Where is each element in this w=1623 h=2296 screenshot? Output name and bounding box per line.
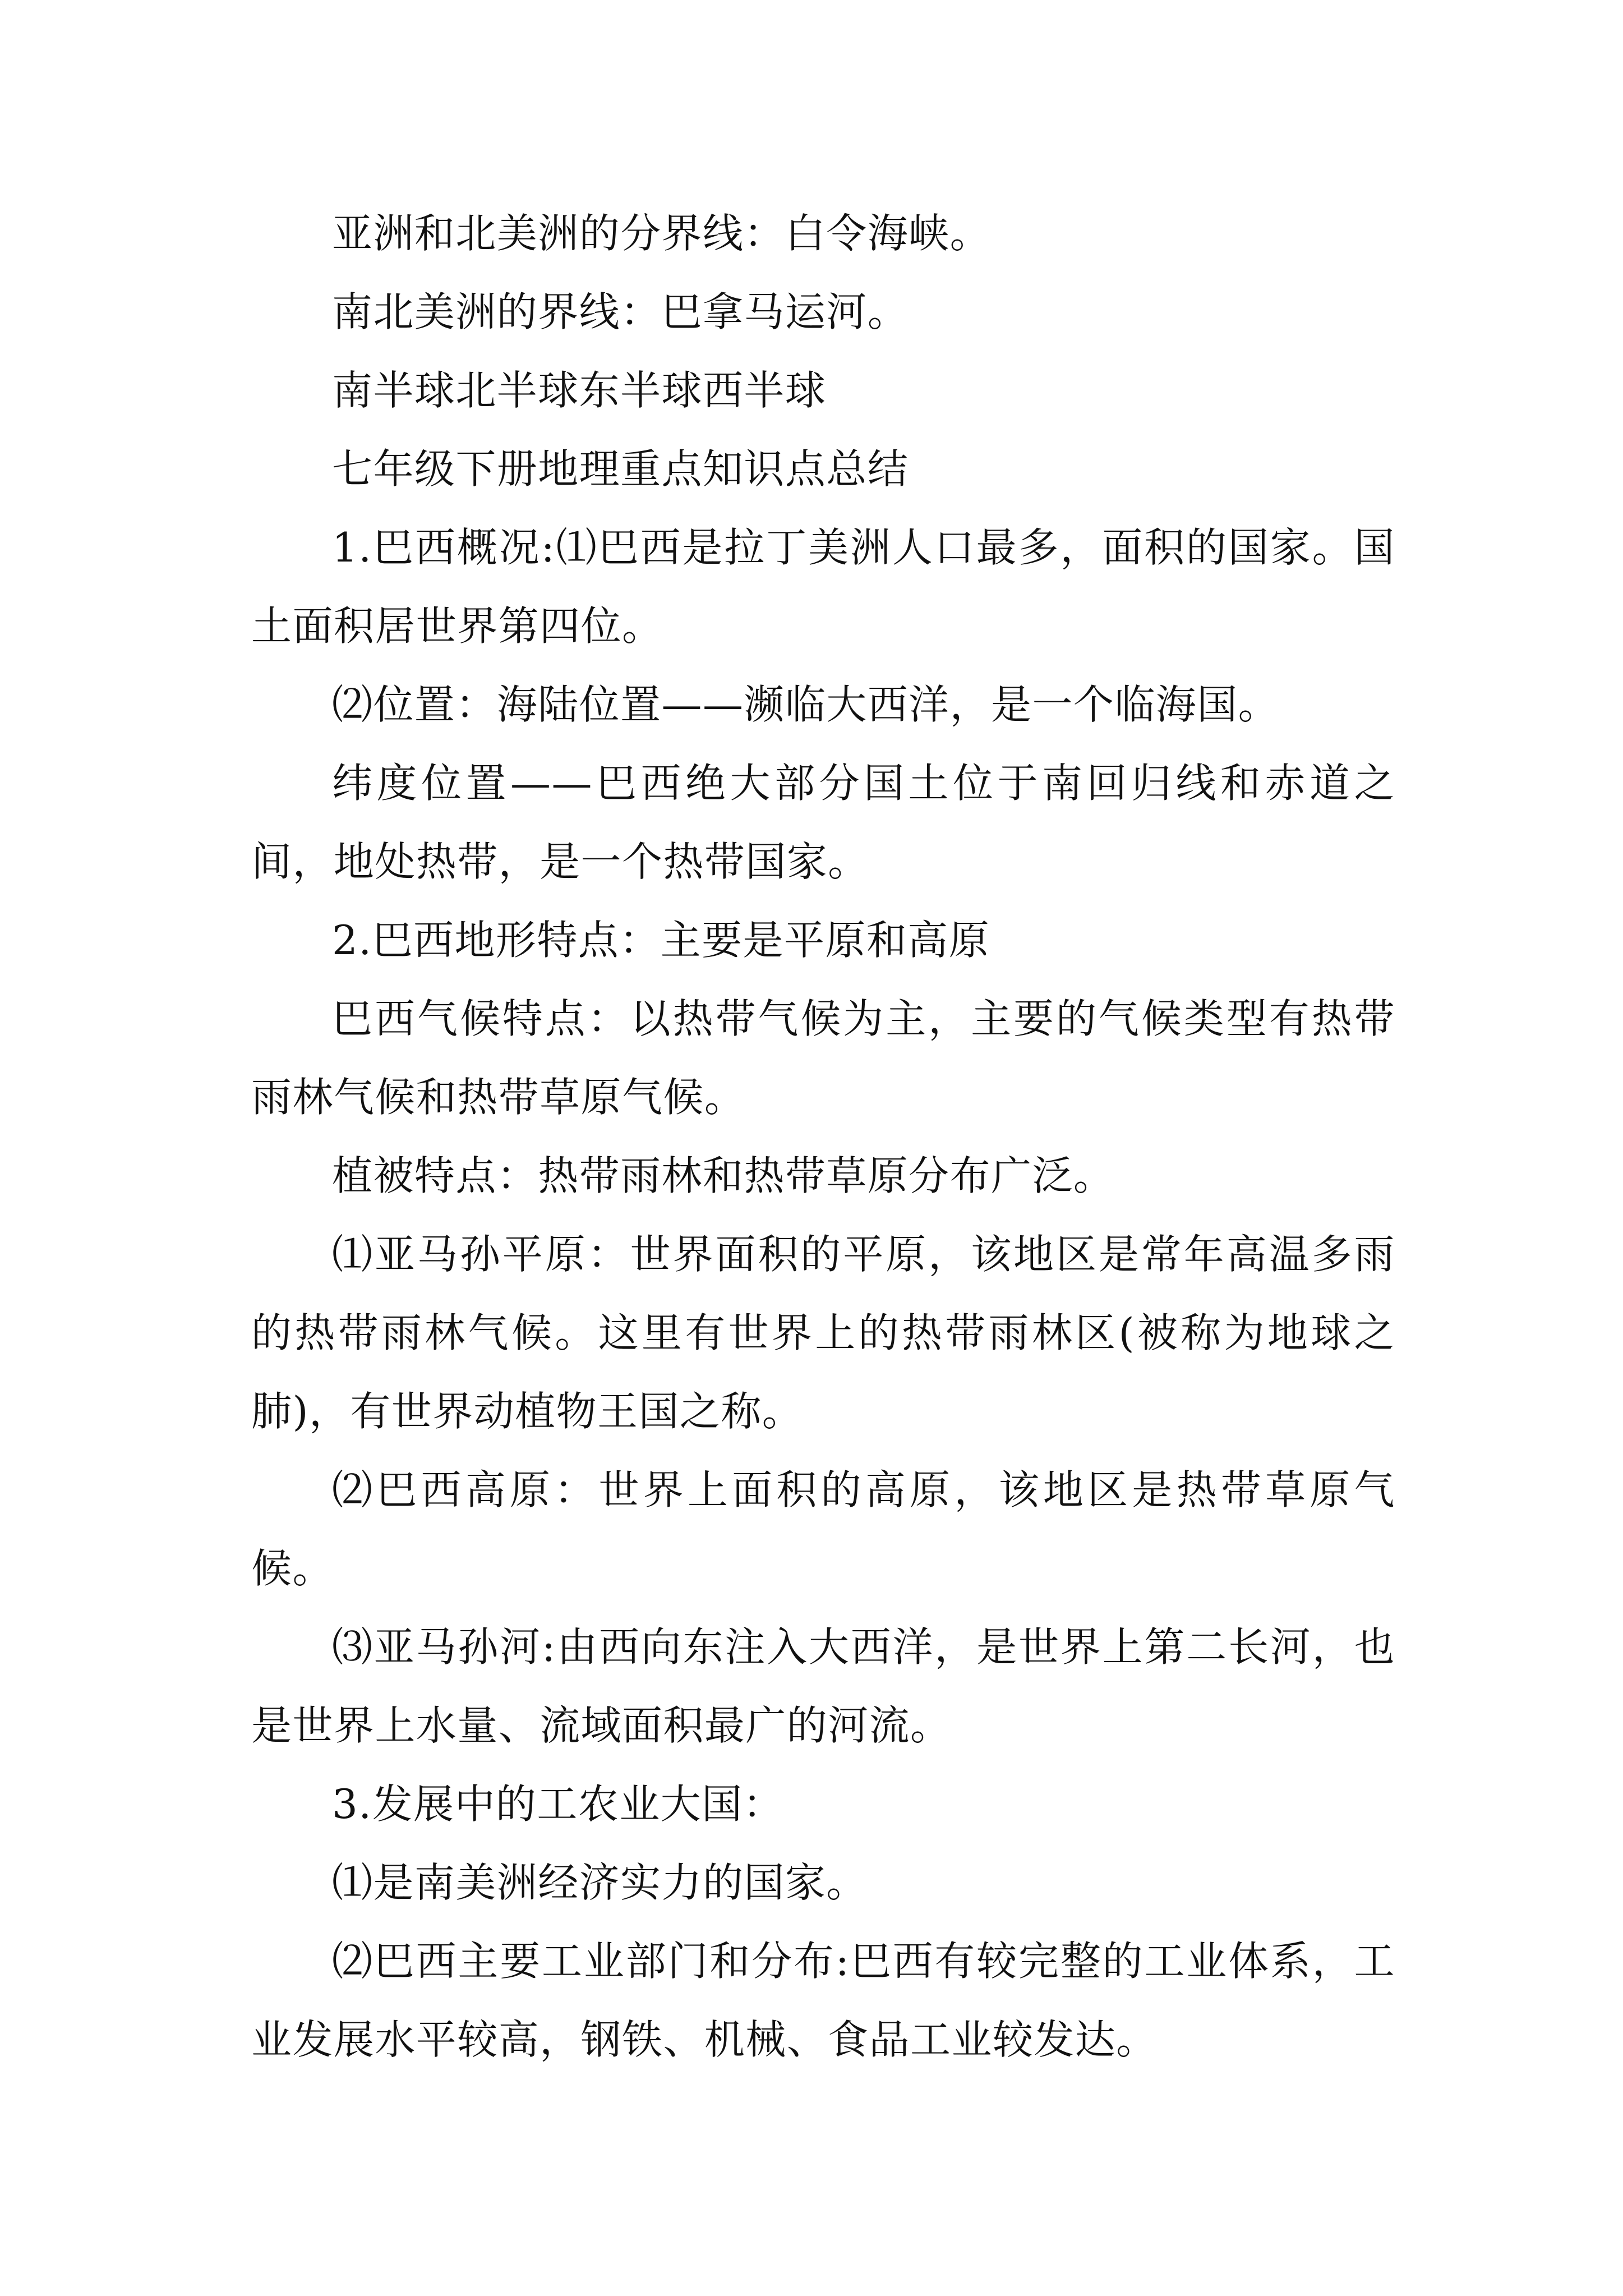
paragraph-hemispheres: 南半球北半球东半球西半球	[332, 367, 827, 414]
paragraph-brazil-overview: 1.巴西概况:⑴巴西是拉丁美洲人口最多，面积的国家。国土面积居世界第四位。	[251, 524, 1395, 650]
paragraph-terrain: 2.巴西地形特点：主要是平原和高原	[332, 917, 990, 964]
paragraph-climate: 巴西气候特点：以热带气候为主，主要的气候类型有热带雨林气候和热带草原气候。	[251, 995, 1395, 1121]
paragraph-brazil-plateau: ⑵巴西高原：世界上面积的高原，该地区是热带草原气候。	[251, 1466, 1395, 1592]
paragraph-asia-north-america-boundary: 亚洲和北美洲的分界线：白令海峡。	[332, 210, 992, 257]
paragraph-amazon-plain: ⑴亚马孙平原：世界面积的平原，该地区是常年高温多雨的热带雨林气候。这里有世界上的热带雨林区(被称为地球之肺)，有世界动植物王国之称。	[251, 1231, 1395, 1435]
paragraph-economic-strength: ⑴是南美洲经济实力的国家。	[332, 1859, 868, 1906]
paragraph-agro-industrial: 3.发展中的工农业大国：	[332, 1780, 784, 1828]
paragraph-latitude-position: 纬度位置——巴西绝大部分国土位于南回归线和赤道之间，地处热带，是一个热带国家。	[251, 760, 1395, 885]
document-body	[251, 194, 1395, 2079]
paragraph-vegetation: 植被特点：热带雨林和热带草原分布广泛。	[332, 1152, 1115, 1199]
paragraph-amazon-river: ⑶亚马孙河:由西向东注入大西洋，是世界上第二长河，也是世界上水量、流域面积最广的河流。	[251, 1623, 1395, 1749]
paragraph-industry: ⑵巴西主要工业部门和分布:巴西有较完整的工业体系，工业发展水平较高，钢铁、机械、食品工业较发达。	[251, 1938, 1395, 2063]
paragraph-section-title: 七年级下册地理重点知识点总结	[332, 445, 909, 493]
paragraph-sea-land-position: ⑵位置：海陆位置——濒临大西洋，是一个临海国。	[332, 681, 1280, 728]
paragraph-americas-boundary: 南北美洲的界线：巴拿马运河。	[332, 288, 909, 335]
